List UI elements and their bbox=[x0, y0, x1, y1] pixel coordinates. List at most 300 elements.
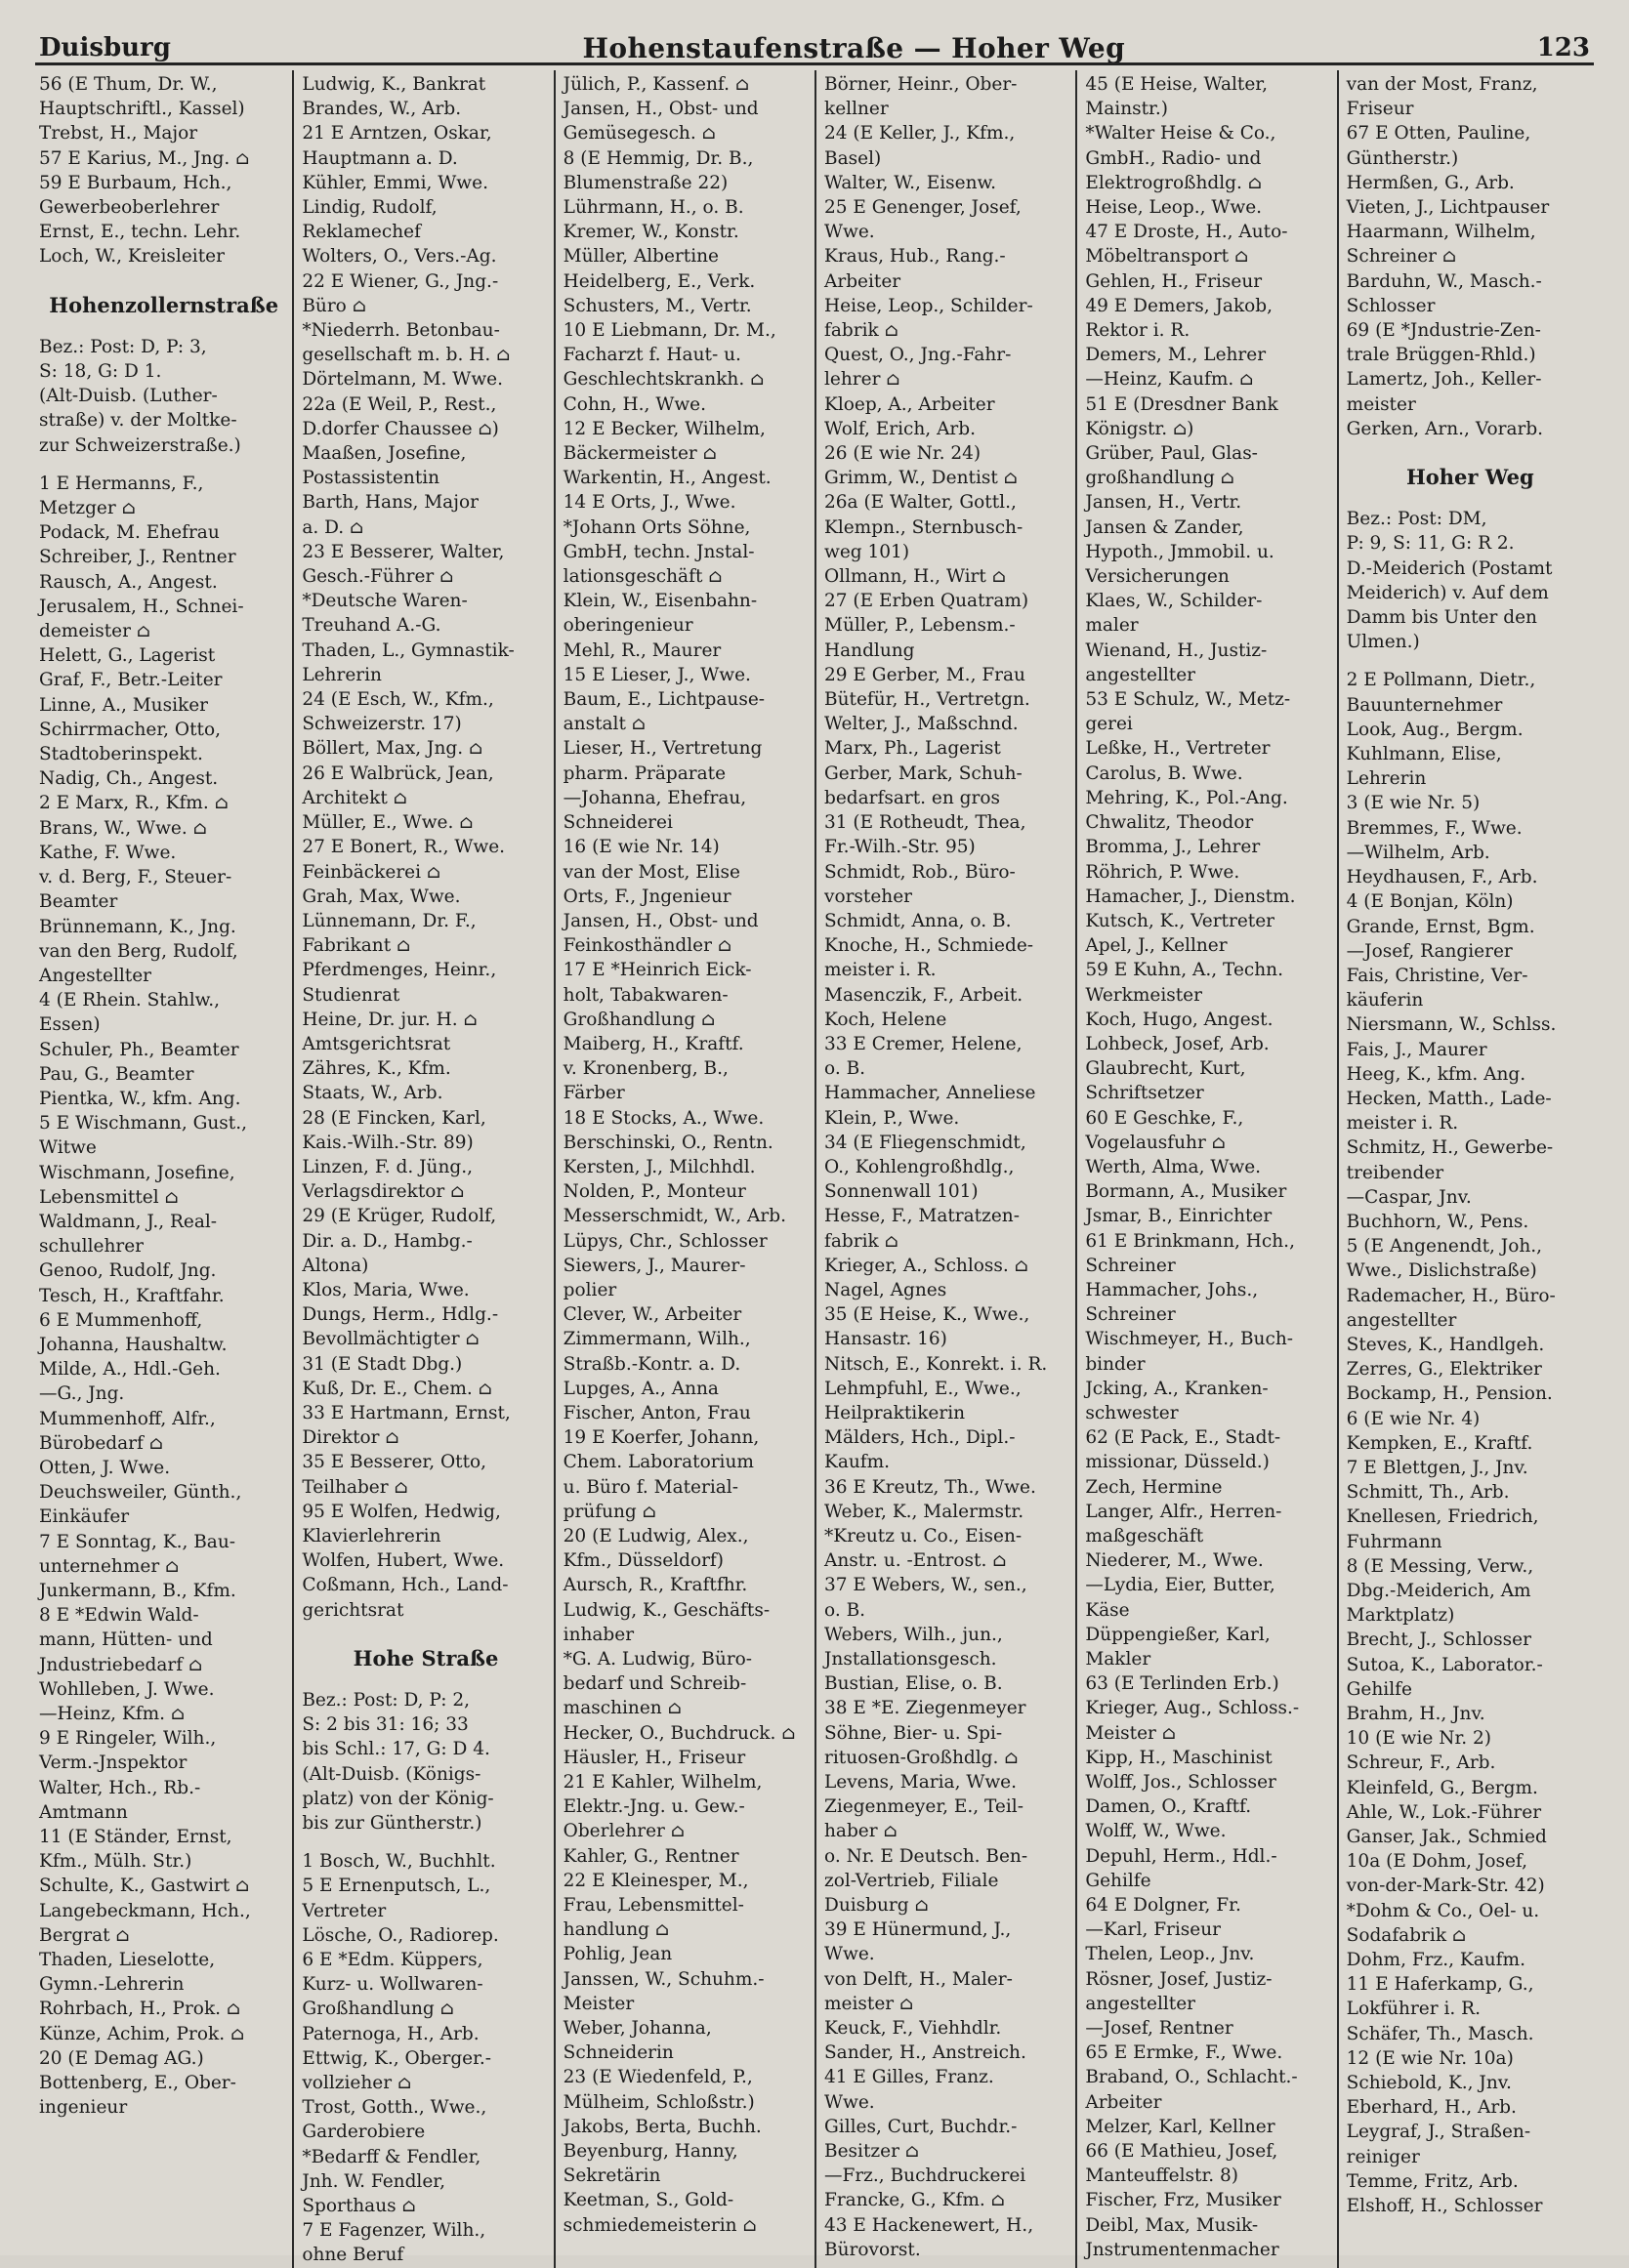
directory-line: —Josef, Rangierer bbox=[1346, 940, 1513, 962]
spacer bbox=[302, 1623, 549, 1636]
directory-line: 21 E Arntzen, Oskar, bbox=[302, 123, 492, 144]
directory-line: binder bbox=[1085, 1353, 1146, 1375]
directory-line: Jndustriebedarf ⌂ bbox=[39, 1654, 203, 1675]
directory-line: Arbeiter bbox=[1085, 2091, 1162, 2113]
directory-line: S: 18, G: D 1. bbox=[39, 361, 162, 383]
directory-line: Mainstr.) bbox=[1085, 99, 1168, 120]
directory-line: Bütefür, H., Vertretgn. bbox=[824, 689, 1030, 711]
directory-line: Meister ⌂ bbox=[1085, 1722, 1176, 1744]
directory-line: Look, Aug., Bergm. bbox=[1346, 719, 1524, 740]
directory-line: 17 E *Heinrich Eick- bbox=[563, 960, 752, 981]
directory-line: gesellschaft m. b. H. ⌂ bbox=[302, 345, 511, 366]
directory-line: (Alt-Duisb. (Königs- bbox=[302, 1763, 481, 1785]
directory-line: ingenieur bbox=[39, 2097, 128, 2119]
directory-line: Sekretärin bbox=[563, 2165, 661, 2187]
directory-line: Keetman, S., Gold- bbox=[563, 2190, 734, 2211]
directory-line: Zech, Hermine bbox=[1085, 1476, 1223, 1498]
directory-line: Gehilfe bbox=[1085, 1870, 1151, 1891]
directory-line: Schmidt, Rob., Büro- bbox=[824, 861, 1016, 883]
directory-line: Bevollmächtigter ⌂ bbox=[302, 1329, 480, 1350]
directory-line: Färber bbox=[563, 1083, 625, 1104]
directory-line: Fuhrmann bbox=[1346, 1531, 1442, 1552]
spacer bbox=[302, 1674, 549, 1688]
spacer bbox=[1347, 654, 1594, 668]
directory-line: Staats, W., Arb. bbox=[302, 1083, 443, 1104]
directory-line: Kühler, Emmi, Wwe. bbox=[302, 172, 488, 193]
directory-line: Clever, W., Arbeiter bbox=[563, 1304, 742, 1326]
directory-line: Bez.: Post: DM, bbox=[1346, 509, 1487, 530]
directory-line: 6 E Mummenhoff, bbox=[39, 1309, 203, 1331]
directory-line: 56 (E Thum, Dr. W., bbox=[39, 74, 218, 95]
directory-line: 67 E Otten, Pauline, bbox=[1346, 123, 1531, 144]
directory-line: Geschlechtskrankh. ⌂ bbox=[563, 369, 765, 391]
directory-line: schwester bbox=[1085, 1402, 1179, 1423]
directory-line: Bez.: Post: D, P: 2, bbox=[302, 1690, 470, 1711]
directory-line: Fischer, Frz, Musiker bbox=[1085, 2190, 1281, 2211]
directory-line: Barth, Hans, Major bbox=[302, 492, 479, 514]
directory-line: Rösner, Josef, Justiz- bbox=[1085, 1968, 1273, 1990]
directory-line: Hansastr. 16) bbox=[824, 1329, 947, 1350]
directory-line: Kuß, Dr. E., Chem. ⌂ bbox=[302, 1378, 492, 1399]
directory-line: Keuck, F., Viehhdlr. bbox=[824, 2018, 1002, 2040]
directory-line: Großhandlung ⌂ bbox=[302, 1999, 454, 2020]
directory-line: Bottenberg, E., Ober- bbox=[39, 2073, 236, 2094]
directory-line: 24 (E Esch, W., Kfm., bbox=[302, 689, 494, 711]
directory-line: Aursch, R., Kraftfhr. bbox=[563, 1575, 748, 1596]
directory-line: Königstr. ⌂) bbox=[1085, 418, 1194, 439]
directory-line: kellner bbox=[824, 99, 889, 120]
directory-line: Zerres, G., Elektriker bbox=[1346, 1359, 1542, 1381]
directory-line: zur Schweizerstraße.) bbox=[39, 434, 241, 456]
directory-line: Bez.: Post: D, P: 3, bbox=[39, 336, 207, 357]
directory-line: Brahm, H., Jnv. bbox=[1346, 1704, 1485, 1724]
directory-line: 6 E *Edm. Küppers, bbox=[302, 1950, 483, 1971]
directory-line: 65 E Ermke, F., Wwe. bbox=[1085, 2042, 1283, 2064]
directory-line: Bauunternehmer bbox=[1346, 694, 1503, 716]
column-6 bbox=[1337, 70, 1598, 2268]
directory-line: Klempn., Sternbusch- bbox=[824, 516, 1023, 538]
directory-line: Berschinski, O., Rentn. bbox=[563, 1132, 773, 1153]
directory-line: Brünnemann, K., Jng. bbox=[39, 916, 236, 937]
directory-line: —Caspar, Jnv. bbox=[1346, 1186, 1472, 1208]
spacer bbox=[302, 1835, 549, 1849]
directory-line: Amtmann bbox=[39, 1801, 128, 1823]
directory-line: pharm. Präparate bbox=[563, 763, 727, 784]
directory-line: 1 Bosch, W., Buchhlt. bbox=[302, 1851, 496, 1873]
directory-line: Manteuffelstr. 8) bbox=[1085, 2165, 1239, 2187]
directory-line: Gesch.-Führer ⌂ bbox=[302, 566, 454, 588]
directory-line: Ernst, E., techn. Lehr. bbox=[39, 222, 241, 243]
directory-line: 31 (E Rotheudt, Thea, bbox=[824, 812, 1026, 834]
directory-line: Ulmen.) bbox=[1346, 632, 1420, 653]
directory-line: u. Büro f. Material- bbox=[563, 1476, 738, 1498]
directory-line: Witwe bbox=[39, 1137, 97, 1159]
directory-line: 21 E Kahler, Wilhelm, bbox=[563, 1772, 763, 1794]
directory-line: Wolfen, Hubert, Wwe. bbox=[302, 1550, 505, 1572]
directory-line: 31 (E Stadt Dbg.) bbox=[302, 1353, 463, 1375]
directory-line: 11 (E Ständer, Ernst, bbox=[39, 1827, 232, 1848]
directory-line: ohne Beruf bbox=[302, 2245, 404, 2266]
directory-line: Welter, J., Maßschnd. bbox=[824, 714, 1019, 735]
directory-line: oberingenieur bbox=[563, 615, 693, 637]
directory-line: Brans, W., Wwe. ⌂ bbox=[39, 817, 207, 839]
directory-line: Künze, Achim, Prok. ⌂ bbox=[39, 2023, 245, 2044]
directory-line: Grüber, Paul, Glas- bbox=[1085, 443, 1258, 465]
directory-line: Leygraf, J., Straßen- bbox=[1346, 2122, 1531, 2143]
directory-line: Verm.-Jnspektor bbox=[39, 1753, 188, 1774]
directory-line: Bormann, A., Musiker bbox=[1085, 1181, 1287, 1203]
directory-line: Wwe. bbox=[824, 1944, 875, 1965]
directory-line: Pferdmenges, Heinr., bbox=[302, 960, 497, 981]
directory-line: Schneiderei bbox=[563, 812, 673, 834]
directory-line: Demers, M., Lehrer bbox=[1085, 345, 1267, 366]
directory-line: Schusters, M., Vertr. bbox=[563, 295, 752, 316]
directory-line: Leßke, H., Vertreter bbox=[1085, 738, 1271, 760]
directory-line: Webers, Wilh., jun., bbox=[824, 1624, 1003, 1645]
directory-line: Warkentin, H., Angest. bbox=[563, 468, 772, 489]
directory-line: Masenczik, F., Arbeit. bbox=[824, 984, 1023, 1006]
directory-line: 95 E Wolfen, Hedwig, bbox=[302, 1501, 501, 1522]
directory-line: Knoche, H., Schmiede- bbox=[824, 935, 1034, 957]
directory-line: 29 (E Krüger, Rudolf, bbox=[302, 1206, 497, 1227]
directory-line: Feinbäckerei ⌂ bbox=[302, 861, 441, 883]
directory-line: 37 E Webers, W., sen., bbox=[824, 1575, 1027, 1596]
directory-line: Mummenhoff, Alfr., bbox=[39, 1408, 216, 1429]
directory-line: 7 E Blettgen, J., Jnv. bbox=[1346, 1457, 1528, 1478]
directory-line: Milde, A., Hdl.-Geh. bbox=[39, 1359, 221, 1381]
directory-line: Elshoff, H., Schlosser bbox=[1346, 2196, 1543, 2217]
directory-line: Heise, Leop., Wwe. bbox=[1085, 197, 1263, 219]
directory-line: gerichtsrat bbox=[302, 1599, 404, 1621]
directory-line: Hesse, F., Matratzen- bbox=[824, 1206, 1020, 1227]
directory-line: Heine, Dr. jur. H. ⌂ bbox=[302, 1009, 478, 1030]
directory-line: Bürobedarf ⌂ bbox=[39, 1432, 163, 1454]
directory-line: Damm bis Unter den bbox=[1346, 607, 1537, 629]
directory-line: Beyenburg, Hanny, bbox=[563, 2141, 738, 2163]
directory-line: Langer, Alfr., Herren- bbox=[1085, 1501, 1282, 1522]
directory-line: 36 E Kreutz, Th., Wwe. bbox=[824, 1476, 1036, 1498]
directory-line: Ziegenmeyer, E., Teil- bbox=[824, 1796, 1023, 1818]
directory-line: Stadtoberinspekt. bbox=[39, 744, 203, 765]
directory-line: Heilpraktikerin bbox=[824, 1402, 966, 1423]
directory-line: angestellter bbox=[1346, 1309, 1457, 1331]
directory-line: Fais, J., Maurer bbox=[1346, 1039, 1487, 1060]
directory-line: (Alt-Duisb. (Luther- bbox=[39, 386, 218, 407]
column-2 bbox=[292, 70, 553, 2268]
directory-line: 34 (E Fliegenschmidt, bbox=[824, 1132, 1026, 1153]
directory-line: Lührmann, H., o. B. bbox=[563, 197, 744, 219]
directory-line: 57 E Karius, M., Jng. ⌂ bbox=[39, 147, 250, 169]
directory-line: Ettwig, K., Oberger.- bbox=[302, 2047, 492, 2069]
directory-line: Metzger ⌂ bbox=[39, 498, 136, 519]
directory-line: Gilles, Curt, Buchdr.- bbox=[824, 2116, 1018, 2137]
directory-line: bis Schl.: 17, G: D 4. bbox=[302, 1739, 490, 1760]
directory-line: Lindig, Rudolf, bbox=[302, 197, 438, 219]
directory-line: Maiberg, H., Kraftf. bbox=[563, 1033, 744, 1054]
directory-line: Lehrerin bbox=[1346, 768, 1427, 790]
directory-line: —Heinz, Kfm. ⌂ bbox=[39, 1704, 186, 1724]
directory-line: S: 2 bis 31: 16; 33 bbox=[302, 1714, 469, 1736]
street-heading: Hohe Straße bbox=[353, 1645, 499, 1670]
directory-line: Paternoga, H., Arb. bbox=[302, 2023, 480, 2044]
street-range-title: Hohenstaufenstraße — Hoher Weg bbox=[582, 31, 1126, 64]
directory-line: Schlosser bbox=[1346, 295, 1436, 316]
directory-line: 43 E Hackenewert, H., bbox=[824, 2214, 1034, 2236]
directory-line: Nitsch, E., Konrekt. i. R. bbox=[824, 1353, 1048, 1375]
directory-line: 4 (E Bonjan, Köln) bbox=[1346, 891, 1514, 913]
directory-line: Deuchsweiler, Günth., bbox=[39, 1482, 242, 1504]
directory-line: Fais, Christine, Ver- bbox=[1346, 965, 1528, 986]
directory-line: 14 E Orts, J., Wwe. bbox=[563, 492, 736, 514]
directory-line: Marktplatz) bbox=[1346, 1605, 1455, 1627]
directory-line: Walter, Hch., Rb.- bbox=[39, 1777, 201, 1798]
directory-line: Schreiner ⌂ bbox=[1346, 246, 1457, 268]
directory-line: 41 E Gilles, Franz. bbox=[824, 2067, 994, 2088]
directory-line: 6 (E wie Nr. 4) bbox=[1346, 1408, 1481, 1429]
directory-line: *G. A. Ludwig, Büro- bbox=[563, 1649, 753, 1670]
directory-line: 47 E Droste, H., Auto- bbox=[1085, 222, 1288, 243]
directory-line: a. D. ⌂ bbox=[302, 516, 364, 538]
directory-line: Rohrbach, H., Prok. ⌂ bbox=[39, 1999, 241, 2020]
directory-line: Maaßen, Josefine, bbox=[302, 443, 467, 465]
directory-line: Jakobs, Berta, Buchh. bbox=[563, 2116, 762, 2137]
directory-line: Marx, Ph., Lagerist bbox=[824, 738, 1001, 760]
directory-line: Brecht, J., Schlosser bbox=[1346, 1629, 1531, 1651]
directory-line: Schmidt, Anna, o. B. bbox=[824, 910, 1012, 931]
directory-line: Weber, Johanna, bbox=[563, 2018, 712, 2040]
directory-line: 22 E Kleinesper, M., bbox=[563, 1870, 749, 1891]
directory-line: P: 9, S: 11, G: R 2. bbox=[1346, 533, 1515, 555]
directory-line: schullehrer bbox=[39, 1236, 145, 1258]
directory-line: Siewers, J., Maurer- bbox=[563, 1255, 746, 1276]
directory-line: von Delft, H., Maler- bbox=[824, 1968, 1013, 1990]
directory-line: 25 E Genenger, Josef, bbox=[824, 197, 1022, 219]
directory-line: 60 E Geschke, F., bbox=[1085, 1107, 1244, 1129]
directory-line: Klos, Maria, Wwe. bbox=[302, 1279, 470, 1300]
directory-line: Haarmann, Wilhelm, bbox=[1346, 222, 1536, 243]
directory-line: Mehl, R., Maurer bbox=[563, 639, 722, 661]
directory-line: Wolf, Erich, Arb. bbox=[824, 418, 976, 439]
directory-line: gerei bbox=[1085, 714, 1133, 735]
directory-line: 27 E Bonert, R., Wwe. bbox=[302, 837, 506, 858]
directory-line: 24 (E Keller, J., Kfm., bbox=[824, 123, 1016, 144]
directory-line: Angestellter bbox=[39, 965, 152, 986]
column-1 bbox=[31, 70, 292, 2268]
directory-line: o. Nr. E Deutsch. Ben- bbox=[824, 1845, 1028, 1867]
directory-line: Gerken, Arn., Vorarb. bbox=[1346, 418, 1544, 439]
directory-line: Carolus, B. Wwe. bbox=[1085, 763, 1243, 784]
directory-line: 20 (E Ludwig, Alex., bbox=[563, 1525, 749, 1546]
directory-line: Dir. a. D., Hambg.- bbox=[302, 1230, 473, 1252]
directory-line: straße) v. der Moltke- bbox=[39, 410, 237, 432]
city-name: Duisburg bbox=[39, 33, 171, 62]
directory-line: meister ⌂ bbox=[824, 1993, 914, 2014]
directory-line: Grimm, W., Dentist ⌂ bbox=[824, 468, 1018, 489]
directory-line: Schriftsetzer bbox=[1085, 1083, 1204, 1104]
directory-line: Wolters, O., Vers.-Ag. bbox=[302, 246, 497, 268]
directory-line: Bäckermeister ⌂ bbox=[563, 443, 717, 465]
directory-line: 8 (E Hemmig, Dr. B., bbox=[563, 147, 754, 169]
directory-line: 33 E Hartmann, Ernst, bbox=[302, 1402, 511, 1423]
directory-line: Gymn.-Lehrerin bbox=[39, 1974, 185, 1996]
directory-line: Kempken, E., Kraftf. bbox=[1346, 1432, 1533, 1454]
directory-line: 19 E Koerfer, Johann, bbox=[563, 1427, 760, 1449]
directory-line: Jansen, H., Vertr. bbox=[1085, 492, 1242, 514]
directory-line: Rademacher, H., Büro- bbox=[1346, 1285, 1556, 1306]
directory-line: 18 E Stocks, A., Wwe. bbox=[563, 1107, 765, 1129]
directory-line: Müller, E., Wwe. ⌂ bbox=[302, 812, 474, 834]
directory-line: meister i. R. bbox=[1346, 1113, 1459, 1134]
directory-line: lationsgeschäft ⌂ bbox=[563, 566, 723, 588]
directory-line: Kipp, H., Maschinist bbox=[1085, 1747, 1273, 1768]
directory-line: Direktor ⌂ bbox=[302, 1427, 399, 1449]
directory-line: 66 (E Mathieu, Josef, bbox=[1085, 2141, 1278, 2163]
directory-line: Tesch, H., Kraftfahr. bbox=[39, 1285, 225, 1306]
directory-line: Düppengießer, Karl, bbox=[1085, 1624, 1271, 1645]
directory-line: 11 E Haferkamp, G., bbox=[1346, 1974, 1534, 1996]
page-header bbox=[39, 33, 1590, 62]
directory-line: Jnstrumentenmacher bbox=[1085, 2239, 1279, 2260]
directory-line: Coßmann, Hch., Land- bbox=[302, 1575, 509, 1596]
directory-line: Loch, W., Kreisleiter bbox=[39, 246, 225, 268]
directory-line: Möbeltransport ⌂ bbox=[1085, 246, 1249, 268]
directory-line: Röhrich, P. Wwe. bbox=[1085, 861, 1240, 883]
directory-line: Chem. Laboratorium bbox=[563, 1452, 754, 1473]
directory-line: Kraus, Hub., Rang.- bbox=[824, 246, 1006, 268]
column-5 bbox=[1075, 70, 1336, 2268]
directory-line: Braband, O., Schlacht.- bbox=[1085, 2067, 1298, 2088]
directory-line: 7 E Fagenzer, Wilh., bbox=[302, 2220, 486, 2242]
directory-line: Pientka, W., kfm. Ang. bbox=[39, 1088, 241, 1109]
directory-line: inhaber bbox=[563, 1624, 635, 1645]
directory-line: 26 E Walbrück, Jean, bbox=[302, 763, 494, 784]
directory-line: Handlung bbox=[824, 639, 915, 661]
directory-line: Jansen, H., Obst- und bbox=[563, 99, 759, 120]
directory-line: Kurz- u. Wollwaren- bbox=[302, 1974, 483, 1996]
directory-line: Vogelausfuhr ⌂ bbox=[1085, 1132, 1226, 1153]
directory-line: lehrer ⌂ bbox=[824, 369, 900, 391]
directory-line: Wolff, W., Wwe. bbox=[1085, 1821, 1227, 1842]
directory-line: Fr.-Wilh.-Str. 95) bbox=[824, 837, 976, 858]
directory-line: rituosen-Großhdlg. ⌂ bbox=[824, 1747, 1019, 1768]
directory-line: Schulte, K., Gastwirt ⌂ bbox=[39, 1876, 250, 1897]
directory-line: Reklamechef bbox=[302, 222, 421, 243]
directory-line: Jsmar, B., Einrichter bbox=[1085, 1206, 1273, 1227]
directory-line: Bockamp, H., Pension. bbox=[1346, 1383, 1553, 1405]
directory-line: Gewerbeoberlehrer bbox=[39, 197, 220, 219]
directory-line: Klavierlehrerin bbox=[302, 1525, 441, 1546]
directory-line: Einkäufer bbox=[39, 1506, 130, 1528]
directory-line: Koch, Helene bbox=[824, 1009, 947, 1030]
directory-line: Altona) bbox=[302, 1255, 369, 1276]
directory-line: fabrik ⌂ bbox=[824, 320, 898, 342]
directory-line: von-der-Mark-Str. 42) bbox=[1346, 1876, 1545, 1897]
directory-line: 61 E Brinkmann, Hch., bbox=[1085, 1230, 1295, 1252]
directory-line: Schweizerstr. 17) bbox=[302, 714, 462, 735]
directory-line: 1 E Hermanns, F., bbox=[39, 473, 204, 494]
directory-line: Heidelberg, E., Verk. bbox=[563, 270, 756, 292]
directory-line: 23 E Besserer, Walter, bbox=[302, 541, 505, 562]
directory-line: Makler bbox=[1085, 1649, 1151, 1670]
directory-line: O., Kohlengroßhdlg., bbox=[824, 1156, 1015, 1177]
directory-line: Wwe. bbox=[824, 2091, 875, 2113]
directory-line: Klein, P., Wwe. bbox=[824, 1107, 960, 1129]
directory-line: maler bbox=[1085, 615, 1139, 637]
directory-line: Glaubrecht, Kurt, bbox=[1085, 1058, 1246, 1080]
directory-line: Linzen, F. d. Jüng., bbox=[302, 1156, 473, 1177]
directory-line: Graf, F., Betr.-Leiter bbox=[39, 670, 223, 691]
directory-line: Lieser, H., Vertretung bbox=[563, 738, 763, 760]
directory-line: Heeg, K., kfm. Ang. bbox=[1346, 1063, 1526, 1085]
directory-line: —Karl, Friseur bbox=[1085, 1919, 1221, 1941]
directory-line: 23 (E Wiedenfeld, P., bbox=[563, 2067, 753, 2088]
directory-line: Schreur, F., Arb. bbox=[1346, 1753, 1496, 1774]
directory-line: —Frz., Buchdruckerei bbox=[824, 2165, 1026, 2187]
directory-line: Cohn, H., Wwe. bbox=[563, 393, 706, 415]
directory-line: mann, Hütten- und bbox=[39, 1629, 213, 1651]
directory-line: Ahle, W., Lok.-Führer bbox=[1346, 1801, 1542, 1823]
directory-line: Schiebold, K., Jnv. bbox=[1346, 2073, 1512, 2094]
directory-line: Trebst, H., Major bbox=[39, 123, 198, 144]
directory-line: Rausch, A., Angest. bbox=[39, 571, 218, 593]
directory-line: Trost, Gotth., Wwe., bbox=[302, 2097, 487, 2119]
directory-line: —Wilhelm, Arb. bbox=[1346, 842, 1490, 863]
directory-line: Nolden, P., Monteur bbox=[563, 1181, 746, 1203]
spacer bbox=[39, 458, 288, 472]
directory-line: Lebensmittel ⌂ bbox=[39, 1186, 179, 1208]
directory-line: Francke, G., Kfm. ⌂ bbox=[824, 2190, 1005, 2211]
directory-line: Pohlig, Jean bbox=[563, 1944, 673, 1965]
directory-line: Wwe. bbox=[824, 222, 875, 243]
directory-line: Temme, Fritz, Arb. bbox=[1346, 2170, 1519, 2192]
directory-line: 27 (E Erben Quatram) bbox=[824, 591, 1029, 612]
directory-line: Werkmeister bbox=[1085, 984, 1202, 1006]
directory-line: Buchhorn, W., Pens. bbox=[1346, 1211, 1529, 1232]
directory-line: *Johann Orts Söhne, bbox=[563, 516, 751, 538]
directory-line: Besitzer ⌂ bbox=[824, 2141, 919, 2163]
directory-line: 5 E Wischmann, Gust., bbox=[39, 1113, 247, 1134]
directory-line: 26 (E wie Nr. 24) bbox=[824, 443, 982, 465]
directory-line: Kahler, G., Rentner bbox=[563, 1845, 739, 1867]
directory-line: 12 E Becker, Wilhelm, bbox=[563, 418, 766, 439]
directory-line: Klaes, W., Schilder- bbox=[1085, 591, 1263, 612]
directory-line: 20 (E Demag AG.) bbox=[39, 2047, 204, 2069]
directory-line: 5 (E Angenendt, Joh., bbox=[1346, 1236, 1543, 1258]
directory-line: prüfung ⌂ bbox=[563, 1501, 656, 1522]
directory-line: Levens, Maria, Wwe. bbox=[824, 1772, 1018, 1794]
directory-line: GmbH, techn. Jnstal- bbox=[563, 541, 755, 562]
directory-line: Lamertz, Joh., Keller- bbox=[1346, 369, 1542, 391]
directory-line: 33 E Cremer, Helene, bbox=[824, 1033, 1023, 1054]
directory-line: Zähres, K., Kfm. bbox=[302, 1058, 451, 1080]
directory-line: Beamter bbox=[39, 891, 118, 913]
street-heading: Hohenzollernstraße bbox=[49, 292, 279, 317]
directory-line: Krieger, A., Schloss. ⌂ bbox=[824, 1255, 1028, 1276]
directory-line: Schuler, Ph., Beamter bbox=[39, 1039, 239, 1060]
directory-line: Oberlehrer ⌂ bbox=[563, 1821, 685, 1842]
column-3 bbox=[554, 70, 814, 2268]
directory-line: Fabrikant ⌂ bbox=[302, 935, 411, 957]
directory-line: Mülheim, Schloßstr.) bbox=[563, 2091, 755, 2113]
directory-line: 22a (E Weil, P., Rest., bbox=[302, 393, 497, 415]
directory-line: Hauptschriftl., Kassel) bbox=[39, 99, 245, 120]
directory-line: Büro ⌂ bbox=[302, 295, 366, 316]
directory-line: Studienrat bbox=[302, 984, 400, 1006]
directory-line: Sodafabrik ⌂ bbox=[1346, 1924, 1467, 1946]
directory-line: maschinen ⌂ bbox=[563, 1698, 682, 1719]
directory-line: Ludwig, K., Bankrat bbox=[302, 74, 486, 95]
directory-line: bedarf und Schreib- bbox=[563, 1673, 747, 1695]
